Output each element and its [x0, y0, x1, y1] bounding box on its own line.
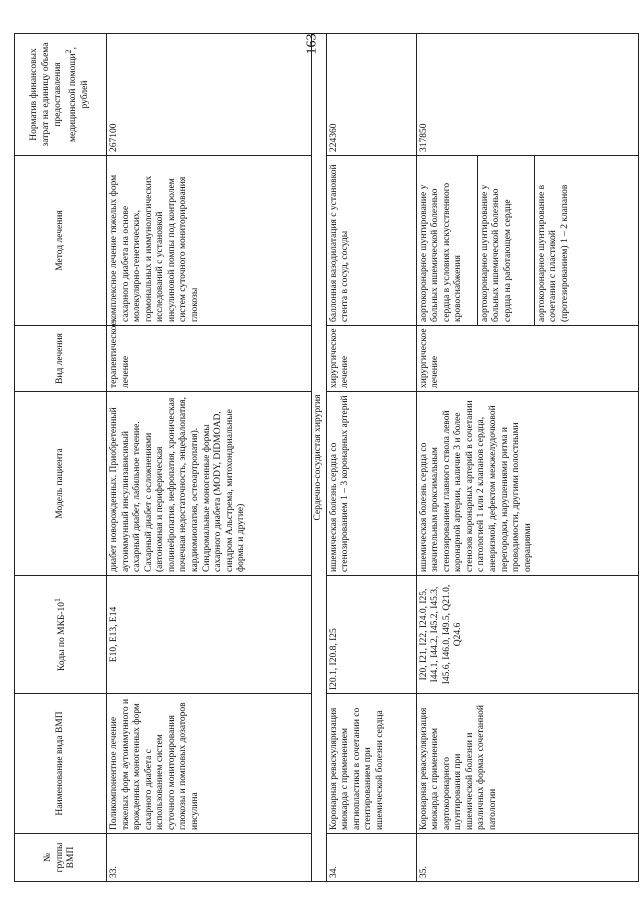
- section-row: [312, 34, 327, 882]
- cell-cost-norm: 224360: [326, 34, 416, 156]
- cell-group-number: 34.: [326, 834, 416, 882]
- header-icd-codes-text: Коды по МКБ-10: [56, 601, 67, 671]
- cell-vmp-name: Поликомпонентное лечение тяжелых форм аутоиммунного и врожденных моногенных форм сахарного диабета с использованием систем суточного мониторирования глюкозы и помповых дозаторов инсулина: [107, 694, 312, 834]
- cell-treatment-method: комплексное лечение тяжелых форм сахарного диабета на основе молекулярно-генетических, гормональных и иммунологических исследований с установкой инсулиновой помпы под контролем систем суточного мониторирования глюкозы: [107, 156, 312, 326]
- page-number-text: 163: [304, 33, 319, 55]
- cell-treatment-method: баллонная вазодилатация с установкой стента в сосуд, сосуды: [326, 156, 416, 326]
- cell-vmp-name: Коронарная реваскуляризация миокарда с применением ангиопластики в сочетании со стентированием при ишемической болезни сердца: [326, 694, 416, 834]
- table-row: [416, 34, 638, 882]
- header-cost-norm: [15, 34, 107, 156]
- table-header-row: [15, 34, 107, 882]
- table-row: [107, 34, 312, 882]
- method-item: аортокоронарное шунтирование в сочетании с пластикой (протезированием) 1 – 2 клапанов: [536, 184, 570, 322]
- method-item: аортокоронарное шунтирование у больных ишемической болезнью сердца на работающем сердце: [478, 156, 535, 325]
- cell-treatment-type: терапевтическое лечение: [107, 326, 312, 392]
- cell-patient-model: ишемическая болезнь сердца со стенозированием 1 – 3 коронарных артерий: [326, 392, 416, 576]
- header-icd-codes-footnote: 1: [52, 598, 62, 602]
- vmp-table: [14, 33, 639, 882]
- header-icd-codes: [15, 576, 107, 694]
- table-row: [326, 34, 416, 882]
- header-vmp-name: Наименование вида ВМП: [15, 694, 107, 834]
- cell-patient-model: ишемическая болезнь сердца со значительным проксимальным стенозированием главного ствола левой коронарной артерии, наличие 3 и более стенозов коронарных артерий в сочетании с патологией 1 или 2 клапанов сердца, аневризмой, дефектом межжелудочковой перегородки, нарушениями ритма и проводимости, другими полостными операциями: [416, 392, 638, 576]
- cell-treatment-type: хирургическое лечение: [416, 326, 638, 392]
- header-cost-norm-footnote: 2: [64, 49, 74, 54]
- section-title: Сердечно-сосудистая хирургия: [312, 34, 327, 882]
- header-treatment-type: Вид лечения: [15, 326, 107, 392]
- cell-icd-codes: E10, E13, E14: [107, 576, 312, 694]
- header-treatment-method: Метод лечения: [15, 156, 107, 326]
- cell-group-number: 35.: [416, 834, 638, 882]
- cell-icd-codes: I20.1, I20.8, I25: [326, 576, 416, 694]
- cell-group-number: 33.: [107, 834, 312, 882]
- method-item: аортокоронарное шунтирование у больных ишемической болезнью сердца в условиях искусственного кровоснабжения: [417, 156, 478, 325]
- vmp-table-sheet: [14, 34, 639, 882]
- cell-treatment-methods: [416, 156, 638, 326]
- header-cost-norm-text: Норматив финансовых затрат на единицу объема предоставления медицинской помощи: [29, 42, 79, 147]
- header-cost-norm-unit: , рублей: [68, 47, 90, 109]
- header-patient-model: Модель пациента: [15, 392, 107, 576]
- cell-cost-norm: 317850: [416, 34, 638, 156]
- cell-icd-codes: I20, I21, I22, I24.0, I25, I44.1, I44.2, I45.2, I45.3, I45.6, I46.0, I49.5, Q21.0, Q24.6: [416, 576, 638, 694]
- cell-cost-norm: 267100: [107, 34, 312, 156]
- cell-treatment-type: хирургическое лечение: [326, 326, 416, 392]
- header-group-number: № группы ВМП: [15, 834, 107, 882]
- cell-vmp-name: Коронарная реваскуляризация миокарда с применением аортокоронарного шунтирования при ишемической болезни и различных формах сочетанной патологии: [416, 694, 638, 834]
- cell-patient-model: диабет новорожденных. Приобретенный аутоиммунный инсулинзависимый сахарный диабет, лабильное течение. Сахарный диабет с осложнениями (автономная и периферическая полинейропатия, нефропатия, хроническая почечная недостаточность, энцефалопатия, кардиомиопатия, остеоартропатия). Синдромальные моногенные формы сахарного диабета (MODY, DIDMOAD, синдром Альстрема, митохондриальные формы и другие): [107, 392, 312, 576]
